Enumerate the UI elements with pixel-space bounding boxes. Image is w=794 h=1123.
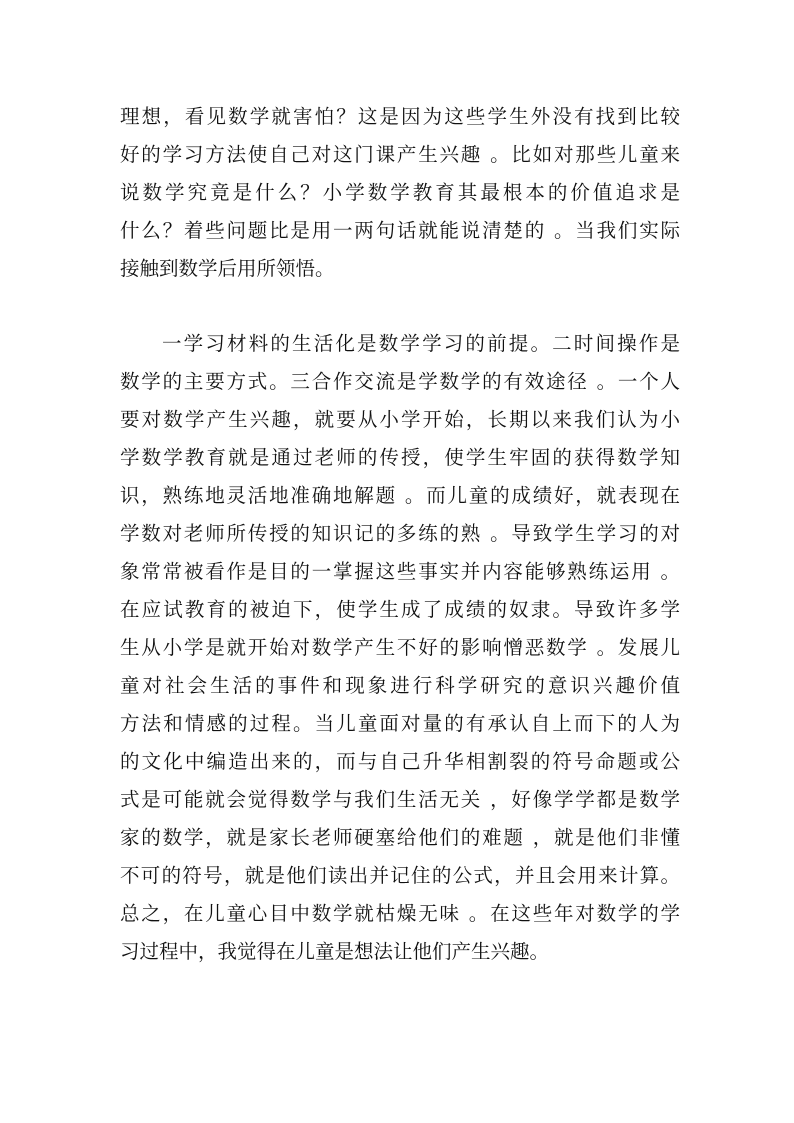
- text-line: 习过程中，我觉得在儿童是想法让他们产生兴趣。: [120, 940, 550, 963]
- text-line: 的文化中编造出来的，而与自己升华相割裂的符号命题或公: [120, 750, 680, 773]
- text-line: 学数对老师所传授的知识记的多练的熟 。导致学生学习的对: [120, 522, 680, 545]
- text-line: 识，熟练地灵活地准确地解题 。而儿童的成绩好，就表现在: [120, 484, 680, 507]
- text-line: 不可的符号，就是他们读出并记住的公式，并且会用来计算。: [120, 864, 680, 887]
- text-line: 学数学教育就是通过老师的传授，使学生牢固的获得数学知: [120, 446, 680, 469]
- text-line: 在应试教育的被迫下，使学生成了成绩的奴隶。导致许多学: [120, 598, 680, 621]
- text-line: 什么？着些问题比是用一两句话就能说清楚的 。当我们实际: [120, 219, 680, 242]
- text-line: 接触到数学后用所领悟。: [120, 257, 335, 280]
- text-line: 家的数学，就是家长老师硬塞给他们的难题 ，就是他们非懂: [120, 826, 680, 849]
- text-line: 要对数学产生兴趣，就要从小学开始，长期以来我们认为小: [120, 408, 680, 431]
- text-line: 式是可能就会觉得数学与我们生活无关 ，好像学学都是数学: [120, 788, 680, 811]
- paragraph-2: [120, 325, 680, 971]
- text-line: 数学的主要方式。三合作交流是学数学的有效途径 。一个人: [120, 370, 680, 393]
- text-line: 方法和情感的过程。当儿童面对量的有承认自上而下的人为: [120, 712, 680, 735]
- paragraph-1: [120, 98, 680, 288]
- text-line: 生从小学是就开始对数学产生不好的影响憎恶数学 。发展儿: [120, 636, 680, 659]
- text-line: 理想，看见数学就害怕？这是因为这些学生外没有找到比较: [120, 105, 680, 128]
- text-line: 一学习材料的生活化是数学学习的前提。二时间操作是: [162, 332, 680, 355]
- text-line: 总之，在儿童心目中数学就枯燥无味 。在这些年对数学的学: [120, 902, 680, 925]
- text-line: 说数学究竟是什么？小学数学教育其最根本的价值追求是: [120, 181, 680, 204]
- text-line: 象常常被看作是目的一掌握这些事实并内容能够熟练运用 。: [120, 560, 680, 583]
- text-line: 童对社会生活的事件和现象进行科学研究的意识兴趣价值: [120, 674, 680, 697]
- text-line: 好的学习方法使自己对这门课产生兴趣 。比如对那些儿童来: [120, 143, 680, 166]
